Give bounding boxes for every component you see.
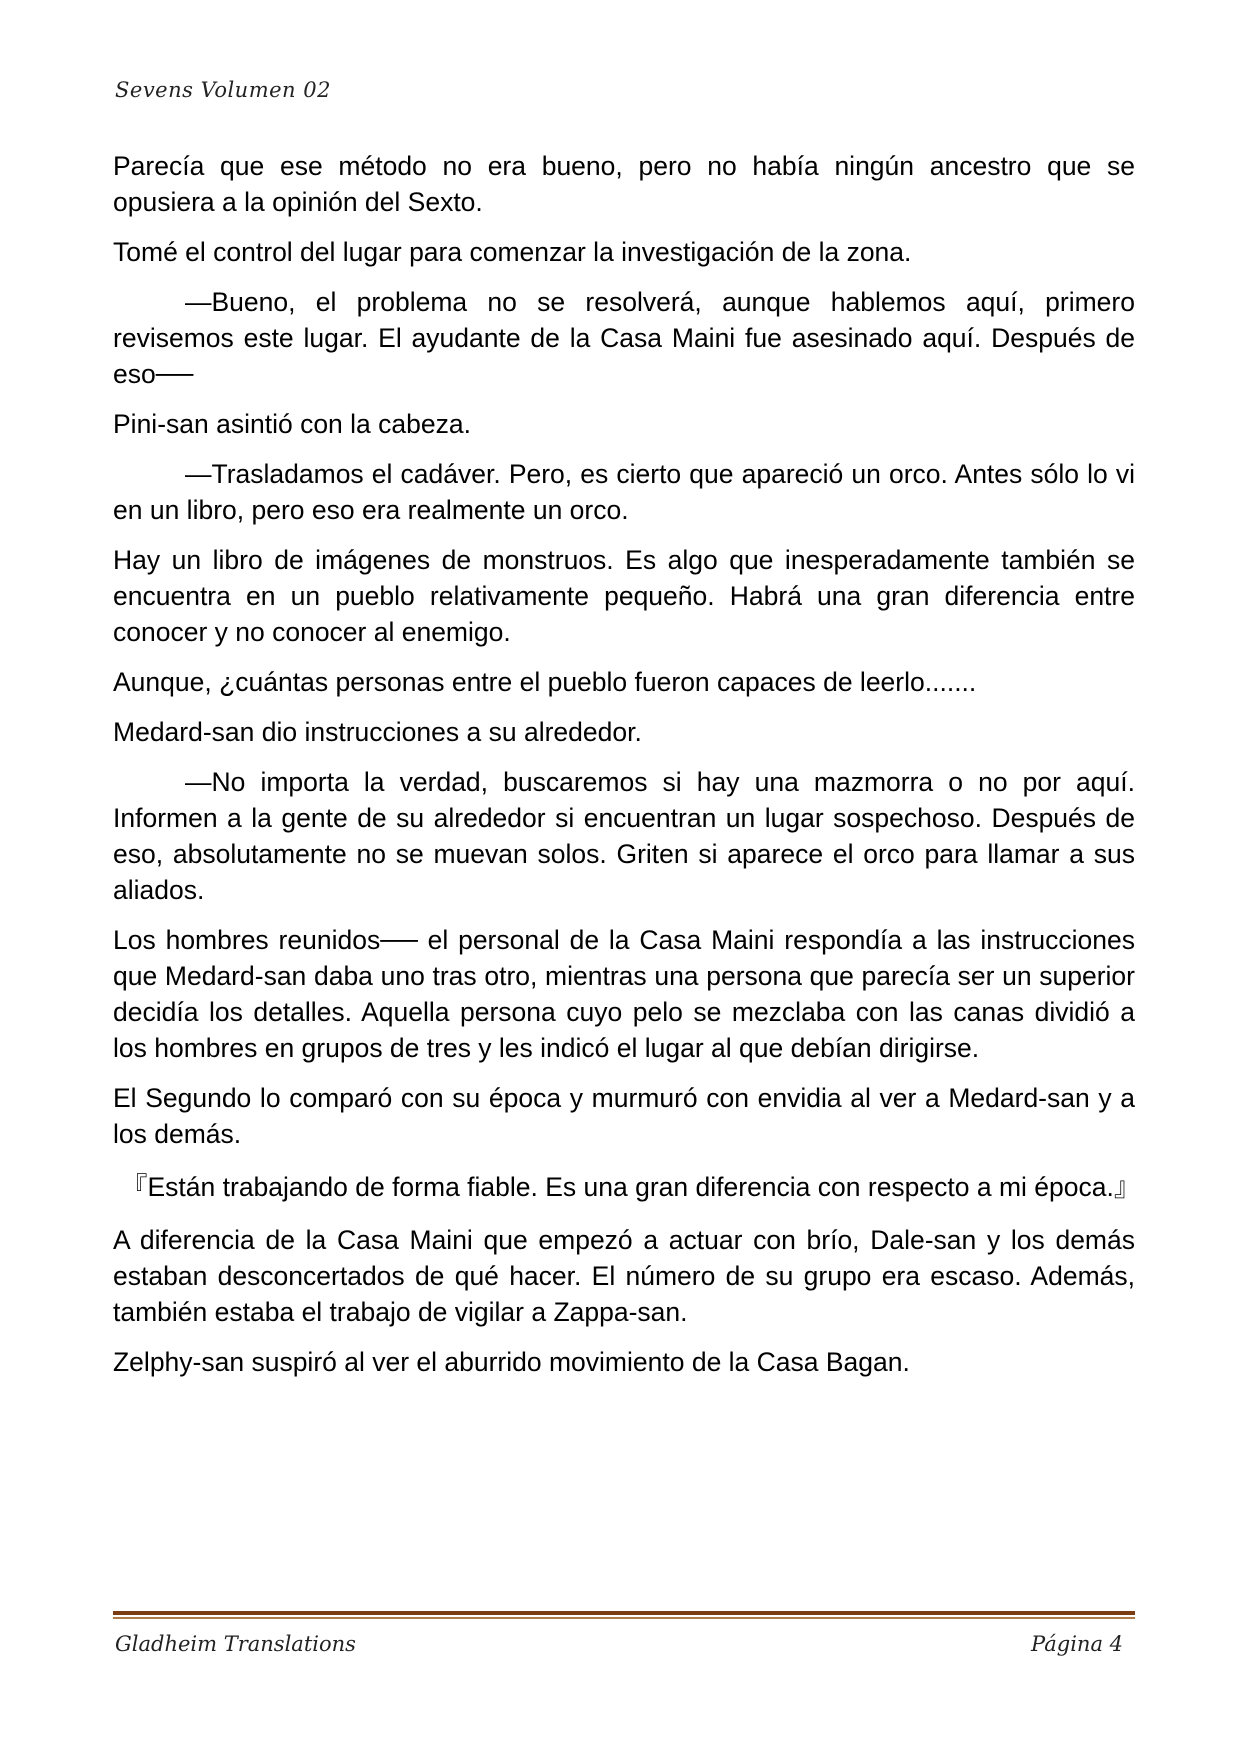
paragraph: El Segundo lo comparó con su época y murmuró con envidia al ver a Medard-san y a los demás. — [113, 1083, 1135, 1149]
paragraph: Pini-san asintió con la cabeza. — [113, 409, 471, 439]
paragraph: Los hombres reunidos── el personal de la Casa Maini respondía a las instrucciones que Medard-san daba uno tras otro, mientras una persona que parecía ser un superior decidía los detalles. Aquella persona cuyo pelo se mezclaba con las canas dividió a los hombres en grupos de tres y les indicó el lugar al que debían dirigirse. — [113, 925, 1135, 1063]
paragraph: Aunque, ¿cuántas personas entre el pueblo fueron capaces de leerlo....... — [113, 667, 977, 697]
dialogue-paragraph: —No importa la verdad, buscaremos si hay una mazmorra o no por aquí. Informen a la gente de su alrededor si encuentran un lugar sospechoso. Después de eso, absolutamente no se muevan solos. Griten si aparece el orco para llamar a sus aliados. — [113, 767, 1135, 905]
footer-divider-thick — [113, 1611, 1135, 1615]
paragraph: Zelphy-san suspiró al ver el aburrido movimiento de la Casa Bagan. — [113, 1347, 910, 1377]
paragraph: A diferencia de la Casa Maini que empezó a actuar con brío, Dale-san y los demás estaban desconcertados de qué hacer. El número de su grupo era escaso. Además, también estaba el trabajo de vigilar a Zappa-san. — [113, 1225, 1135, 1327]
dialogue-paragraph: —Trasladamos el cadáver. Pero, es cierto que apareció un orco. Antes sólo lo vi en un libro, pero eso era realmente un orco. — [113, 459, 1135, 525]
dialogue-paragraph: —Bueno, el problema no se resolverá, aunque hablemos aquí, primero revisemos este lugar. El ayudante de la Casa Maini fue asesinado aquí. Después de eso── — [113, 287, 1135, 389]
paragraph: Hay un libro de imágenes de monstruos. Es algo que inesperadamente también se encuentra en un pueblo relativamente pequeño. Habrá una gran diferencia entre conocer y no conocer al enemigo. — [113, 545, 1135, 647]
page-number: Página 4 — [1031, 1632, 1123, 1656]
running-header: Sevens Volumen 02 — [115, 78, 331, 102]
paragraph: Tomé el control del lugar para comenzar la investigación de la zona. — [113, 237, 912, 267]
body-text — [113, 148, 1141, 1394]
paragraph: Medard-san dio instrucciones a su alrededor. — [113, 717, 642, 747]
telepathy-paragraph: 『Están trabajando de forma fiable. Es una gran diferencia con respecto a mi época.』 — [121, 1172, 1141, 1202]
footer-divider-thin — [113, 1617, 1135, 1619]
footer-credit: Gladheim Translations — [115, 1632, 356, 1656]
paragraph: Parecía que ese método no era bueno, pero no había ningún ancestro que se opusiera a la opinión del Sexto. — [113, 151, 1135, 217]
